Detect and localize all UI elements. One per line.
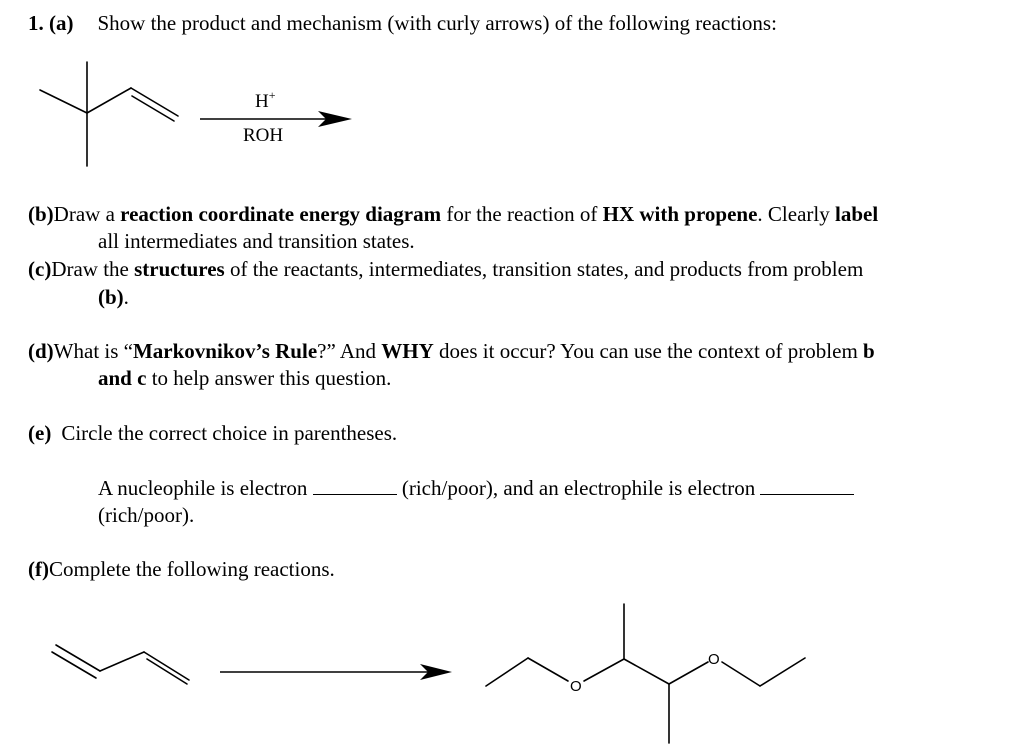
reagent-h-plus: H+ — [255, 88, 276, 112]
question-number: 1. (a) — [28, 11, 74, 35]
question-d-line-1: (d)What is “Markovnikov’s Rule?” And WHY does it occur? You can use the context of problem b — [28, 339, 875, 363]
question-f-line: (f)Complete the following reactions. — [28, 557, 335, 581]
alkene-structure-1 — [40, 62, 178, 166]
question-b-label: (b) — [28, 202, 54, 226]
question-b-text: Draw a — [53, 202, 121, 226]
question-e-label: (e) — [28, 421, 52, 445]
question-f-label: (f) — [28, 557, 49, 581]
question-e-sentence-1: A nucleophile is electron (rich/poor), and an electrophile is electron — [98, 475, 854, 501]
question-b-text-3: . Clearly — [757, 202, 835, 226]
diether-product-structure — [486, 604, 805, 743]
question-d-bold-rule: Markovnikov’s Rule — [132, 339, 318, 363]
question-e-sentence-2: (rich/poor). — [98, 503, 195, 527]
diene-structure — [52, 645, 189, 684]
question-c-label: (c) — [28, 257, 52, 281]
question-b-bold-3: label — [834, 202, 879, 226]
reagent-roh: ROH — [243, 125, 284, 146]
question-e-line: (e) Circle the correct choice in parentheses. — [28, 421, 398, 445]
question-a-text: Show the product and mechanism (with curly arrows) of the following reactions: — [97, 11, 777, 35]
reaction-arrow-2 — [220, 664, 452, 680]
oxygen-atom-2: O — [708, 651, 720, 668]
question-c-line-2: (b). — [98, 285, 129, 309]
question-d-bold-why: WHY — [381, 339, 434, 363]
question-b-text-2: for the reaction of — [441, 202, 603, 226]
question-c-bold: structures — [134, 257, 225, 281]
question-d-line-2: and c to help answer this question. — [98, 366, 392, 390]
answer-blank-nucleophile[interactable] — [313, 475, 397, 495]
question-b-bold-2: HX with propene — [602, 202, 758, 226]
question-b-bold-1: reaction coordinate energy diagram — [120, 202, 442, 226]
question-d-label: (d) — [28, 339, 54, 363]
answer-blank-electrophile[interactable] — [760, 475, 854, 495]
question-c-line-1: (c)Draw the structures of the reactants, intermediates, transition states, and products from problem — [28, 257, 864, 281]
question-b-line-1 — [28, 201, 878, 227]
question-b-line-2: all intermediates and transition states. — [98, 229, 415, 253]
oxygen-atom-1: O — [570, 678, 582, 695]
